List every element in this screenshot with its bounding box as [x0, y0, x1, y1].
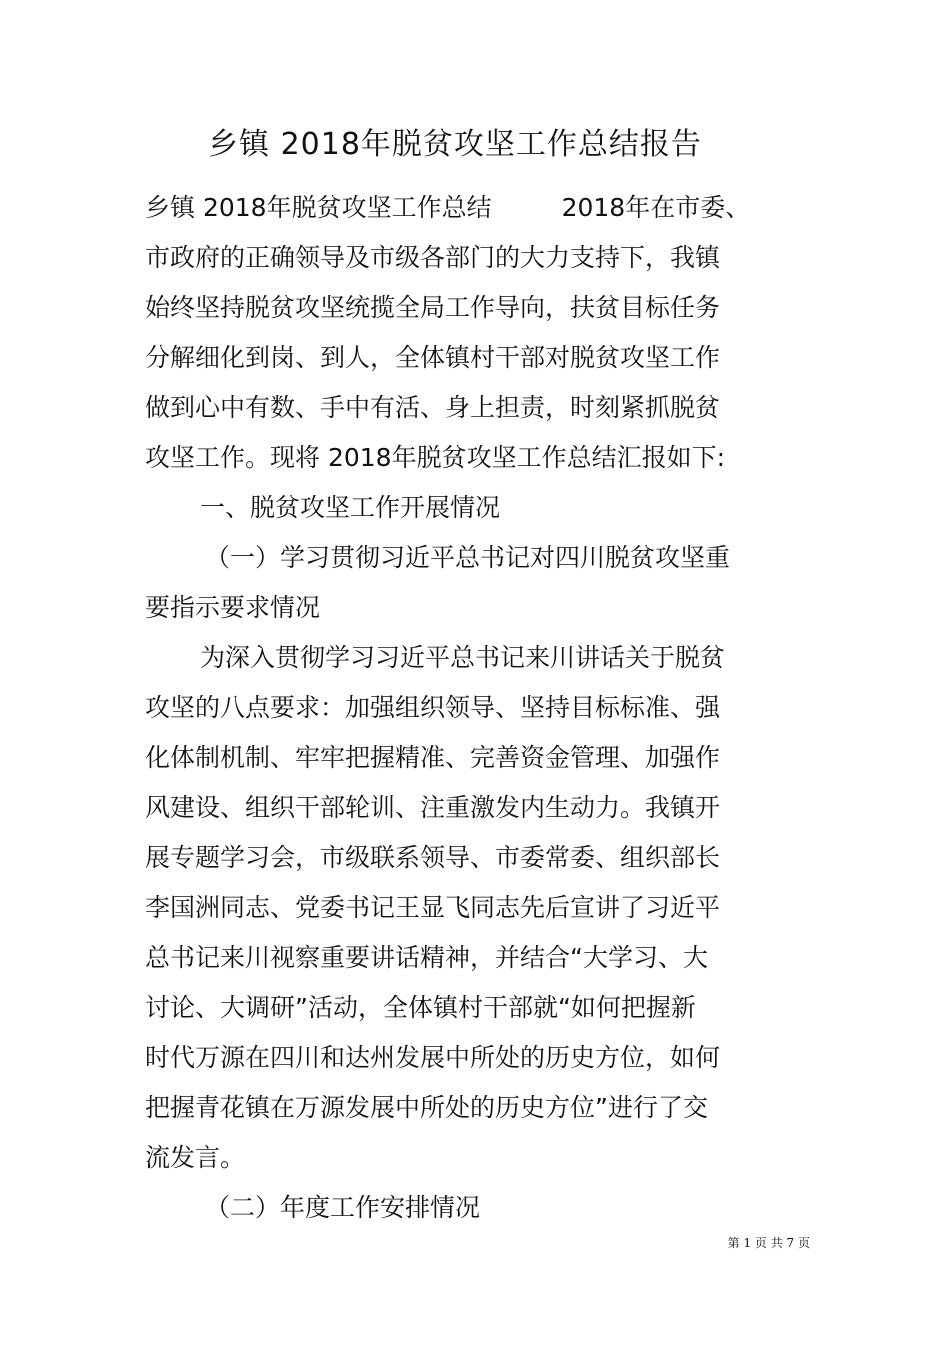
paragraph-line	[145, 188, 825, 228]
document-title: 乡镇 2018年脱贫攻坚工作总结报告	[208, 127, 702, 162]
subsection-heading: （二）年度工作安排情况	[205, 1193, 481, 1222]
paragraph-line: 攻坚的八点要求：加强组织领导、坚持目标标准、强	[145, 693, 721, 722]
paragraph-line: 做到心中有数、手中有活、身上担责，时刻紧抓脱贫	[145, 393, 721, 422]
paragraph-line: 时代万源在四川和达州发展中所处的历史方位，如何	[145, 1043, 721, 1072]
paragraph-line: 把握青花镇在万源发展中所处的历史方位”进行了交	[145, 1093, 708, 1122]
paragraph-line: 市政府的正确领导及市级各部门的大力支持下，我镇	[145, 243, 721, 272]
paragraph-line: 要指示要求情况	[145, 593, 321, 622]
paragraph-line: 讨论、大调研”活动，全体镇村干部就“如何把握新	[145, 993, 696, 1022]
paragraph-line: 流发言。	[145, 1143, 246, 1172]
paragraph-line: 风建设、组织干部轮训、注重激发内生动力。我镇开	[145, 793, 721, 822]
page-footer: 第 1 页 共 7 页	[727, 1236, 810, 1250]
paragraph-line: 总书记来川视察重要讲话精神，并结合“大学习、大	[145, 943, 708, 972]
first-line-right: 2018年在市委、	[561, 193, 751, 222]
paragraph-line: 李国洲同志、党委书记王显飞同志先后宣讲了习近平	[145, 893, 721, 922]
section-heading: 一、脱贫攻坚工作开展情况	[200, 493, 501, 522]
paragraph-line: 攻坚工作。现将 2018年脱贫攻坚工作总结汇报如下:	[145, 443, 725, 472]
paragraph-line: 为深入贯彻学习习近平总书记来川讲话关于脱贫	[200, 643, 726, 672]
paragraph-line: 化体制机制、牢牢把握精准、完善资金管理、加强作	[145, 743, 721, 772]
paragraph-line: 展专题学习会，市级联系领导、市委常委、组织部长	[145, 843, 721, 872]
paragraph-line: 分解细化到岗、到人，全体镇村干部对脱贫攻坚工作	[145, 343, 721, 372]
first-line-left: 乡镇 2018年脱贫攻坚工作总结	[145, 193, 492, 222]
paragraph-line: 始终坚持脱贫攻坚统揽全局工作导向，扶贫目标任务	[145, 293, 721, 322]
subsection-heading: （一）学习贯彻习近平总书记对四川脱贫攻坚重	[205, 543, 731, 572]
